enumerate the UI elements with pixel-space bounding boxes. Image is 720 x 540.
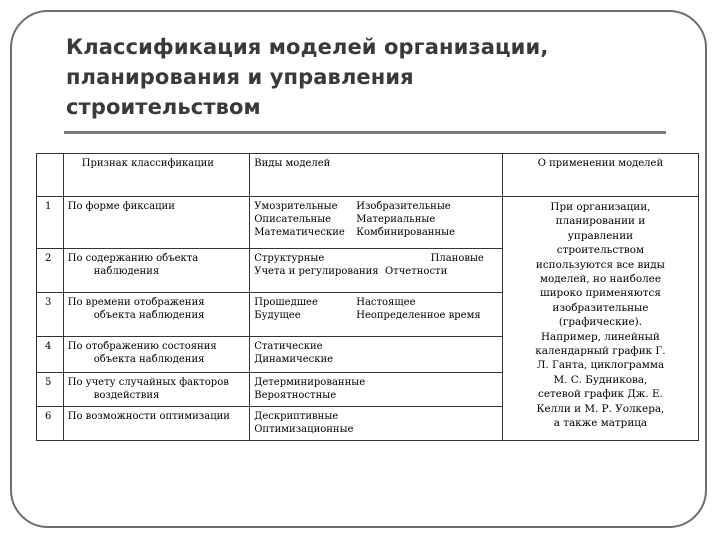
row-number: 4: [37, 337, 64, 373]
row-models: Дескриптивные Оптимизационные: [250, 407, 503, 441]
row-number: 6: [37, 407, 64, 441]
row-number: 2: [37, 249, 64, 293]
header-models: Виды моделей: [250, 154, 503, 197]
row-models: Прошедшее Настоящее Будущее Неопределенное время: [250, 293, 503, 337]
classification-table: [36, 153, 699, 441]
title-line-2: планирования и управления: [66, 65, 414, 89]
row-sign: По форме фиксации: [63, 197, 249, 249]
header-number: [37, 154, 64, 197]
row-number: 3: [37, 293, 64, 337]
row-sign: По содержанию объекта наблюдения: [63, 249, 249, 293]
slide-title: [66, 32, 626, 122]
row-number: 1: [37, 197, 64, 249]
title-underline: [64, 131, 666, 134]
title-line-1: Классификация моделей организации,: [66, 35, 549, 59]
row-sign: По времени отображения объекта наблюдения: [63, 293, 249, 337]
header-application: О применении моделей: [502, 154, 698, 197]
row-models: Детерминированные Вероятностные: [250, 373, 503, 407]
title-line-3: строительством: [66, 95, 261, 119]
row-models: Умозрительные Изобразительные Описательные Материальные Математические Комбинированные: [250, 197, 503, 249]
row-sign: По отображению состояния объекта наблюдения: [63, 337, 249, 373]
row-models: Статические Динамические: [250, 337, 503, 373]
table-row: [37, 197, 699, 249]
table-header-row: [37, 154, 699, 197]
row-sign: По учету случайных факторов воздействия: [63, 373, 249, 407]
application-cell: При организации, планировании и управлении строительством используются все виды моделей, но наиболее широко применяются изобразительные (графические). Например, линейный календарный график Г. Л. Ганта, циклограмма М. С. Будникова, сетевой график Дж. Е. Келли и М. Р. Уолкера, а также матрица: [502, 197, 698, 441]
row-models: Структурные Плановые Учета и регулирования Отчетности: [250, 249, 503, 293]
header-sign: Признак классификации: [63, 154, 249, 197]
row-number: 5: [37, 373, 64, 407]
row-sign: По возможности оптимизации: [63, 407, 249, 441]
